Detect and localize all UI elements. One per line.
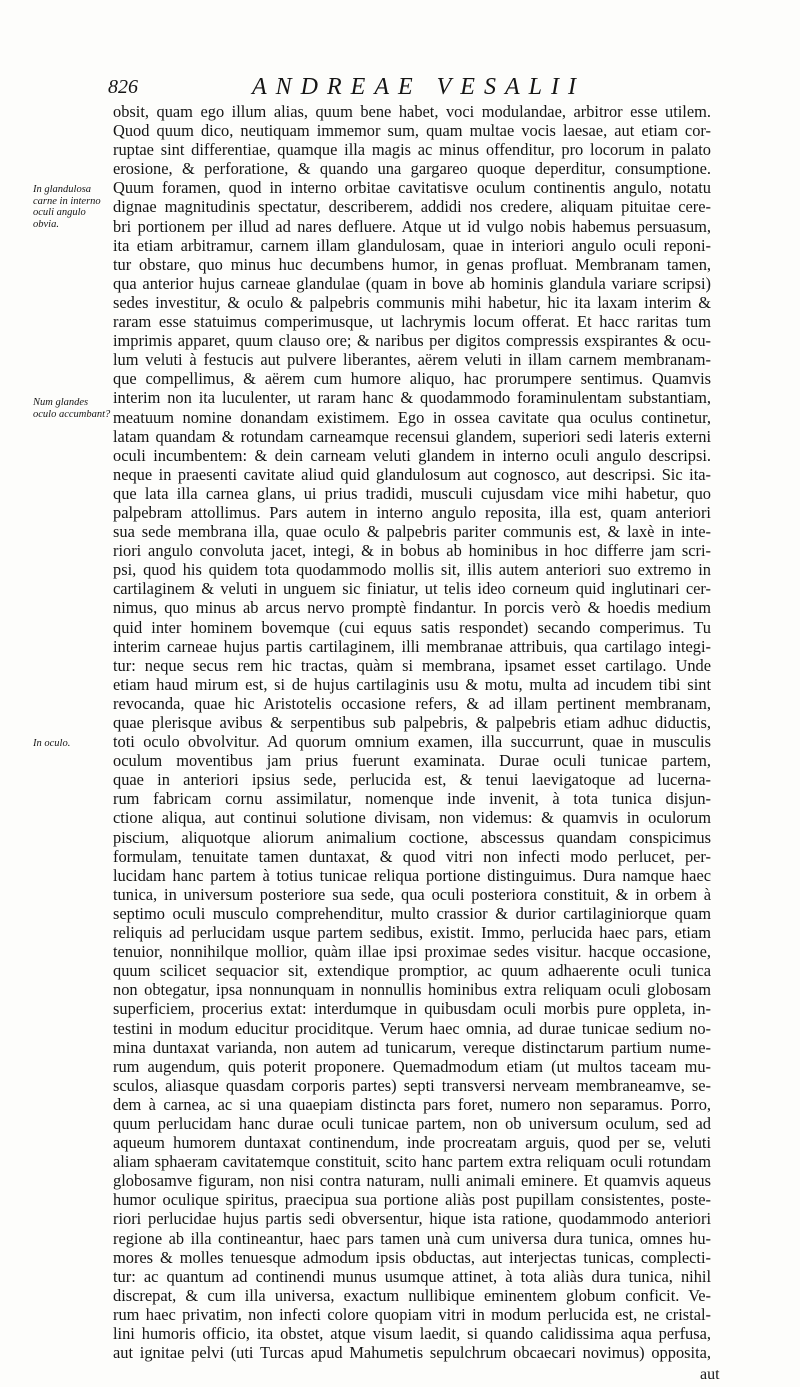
margin-note: In glandulosa carne in interno oculi angulo obvia. [33,184,101,230]
text-line: ctione aliqua, aut continui solutione divisam, non videmus: & quamvis in oculorum [113,808,711,828]
text-line: dignae magnitudinis spectatur, describerem, addidi nos credere, aliquam pituitae cere- [113,197,711,217]
text-line: formulam, tenuitate tamen duntaxat, & quod vitri non infecti modo perlucet, per- [113,846,711,866]
text-line: aliam sphaeram cavitatemque constituit, scito hanc partem extra reliquam oculi rotundam [113,1152,711,1172]
text-line: quum scilicet sequacior sit, extendique promptior, ac quum adhaerente oculi tunica [113,961,711,981]
text-line: interim non ita luculenter, ut raram hanc & quodammodo foraminulentam substantiam, [113,388,711,408]
text-line: septimo oculi musculo comprehenditur, multo crassior & durior cartilaginiorque quam [113,903,711,923]
page-number: 826 [108,76,138,98]
text-line: sedes investitur, & oculo & palpebris communis mihi habetur, hic ita laxam interim & [113,292,711,312]
text-line: oculum moventibus jam prius fuerunt examinata. Durae oculi tunicae partem, [113,751,711,771]
text-line: nimus, quo minus ab arcus nervo promptè findantur. In porcis verò & hoedis medium [113,598,711,618]
text-line: Quod quum dico, neutiquam immemor sum, quam multae vocis laesae, aut etiam cor- [113,121,711,141]
text-line: toti oculo obvolvitur. Ad quorum omnium examen, illa succurrunt, quae in musculis [113,732,711,752]
running-head: ANDREAE VESALII [252,74,585,100]
text-line: revocanda, quae hic Aristotelis occasione refers, & ad illam pertinent membranam, [113,693,711,713]
text-line: etiam haud mirum est, si de hujus cartilaginis usu & motu, multa ad incudem tibi sint [113,674,711,694]
text-line: tur: neque secus rem hic tractas, quàm si membrana, ipsamet esset cartilago. Unde [113,655,711,675]
text-line: quum perlucidam hanc durae oculi tunicae partem, non ob universum oculum, sed ad [113,1113,711,1133]
text-line: globosamve figuram, non nisi contra naturam, nulli animali eminere. Et quamvis aqueus [113,1171,711,1191]
text-line: rum haec privatim, non infecti colore quopiam vitri in modum perlucida est, ne cristal- [113,1304,711,1324]
catchword: aut [700,1366,720,1383]
text-line: interim carneae hujus partis cartilaginem, illi membranae attribuis, qua cartilago integi- [113,636,711,656]
text-line: lum veluti à festucis aut pulvere liberantes, aërem veluti in illam carnem membranam- [113,350,711,370]
text-line: humor oculique spiritus, praecipua sua portione aliàs post pupillam consistentes, poste- [113,1190,711,1210]
body-text [113,102,711,1362]
text-line: riori perlucidae hujus partis sedi obversentur, hique ista ratione, quodammodo anteriori [113,1209,711,1229]
text-line: testini in modum educitur prociditque. Verum haec omnia, ad durae tunicae sedium no- [113,1018,711,1038]
text-line: dem à carnea, ac si una quaepiam distincta pars foret, numero non separamus. Porro, [113,1094,711,1114]
text-line: mores & molles tenuesque admodum ipsis obductas, aut interjectas tunicas, complecti- [113,1247,711,1267]
text-line: tunica, in universum posteriore sua sede, qua oculi posteriora constituit, & in orbem à [113,884,711,904]
text-line: sua sede membrana illa, quae oculo & palpebris pariter communis est, & laxè in inte- [113,522,711,542]
text-line: ita etiam arbitramur, carnem illam glandulosam, quae in interiori angulo oculi reponi- [113,235,711,255]
text-line: quae plerisque avibus & serpentibus sub palpebris, & palpebris etiam adhuc diductis, [113,713,711,732]
text-line: quid inter hominem bovemque (cui equus satis respondet) secando comperimus. Tu [113,617,711,637]
text-line: ruptae sint differentiae, quamque illa magis ac minus offenditur, pro locorum in palato [113,140,711,160]
text-line: piscium, aliquotque aliorum animalium coctione, abscessus quandam conspicimus [113,827,711,847]
text-line: cartilaginem & veluti in unguem sic finiatur, ut telis ideo corneum quid inglutinari cer- [113,579,711,599]
text-line: raram esse statuimus comperimusque, ut lachrymis locum offerat. Et hacc raritas tum [113,312,711,332]
text-line: oculi incumbentem: & dein carneam veluti glandem in interno oculi angulo descripsi. [113,445,711,465]
text-line: rum fabricam cornu assimilatur, nomenque inde invenit, à tota tunica disjun- [113,789,711,809]
text-line: aqueum humorem duntaxat continendum, inde procreatam arguis, quod per se, veluti [113,1133,711,1153]
text-line: palpebram attollimus. Pars autem in interno angulo reposita, illa est, quam anteriori [113,502,711,522]
text-line: erosione, & perforatione, & quando una gargareo quoque deperditur, consumptione. [113,159,711,179]
text-line: riori angulo convoluta jacet, integi, & in bobus ab hominibus in hoc differre jam scri- [113,541,711,561]
text-line: sculos, aliasque quasdam corporis partes) septi transversi nerveam membraneamve, se- [113,1075,711,1095]
text-line: qua anterior hujus carneae glandulae (quam in bove ab hominis glandula variare scripsi) [113,273,711,293]
text-line: lini humoris officio, ita obstet, atque visum laedit, si quando calidissima aqua perfusa, [113,1324,711,1343]
text-line: neque in praesenti cavitate aliud quid glandulosum aut cognosco, aut descripsi. Sic ita- [113,464,711,484]
text-line: aut ignitae pelvi (uti Turcas apud Mahumetis sepulchrum obcaecari novimus) opposita, [113,1343,711,1363]
text-line: superficiem, procerius extat: interdumque in quibusdam oculi morbis pure oppleta, in- [113,999,711,1019]
text-line: tur obstare, quo minus huc decumbens humor, in genas profluat. Membranam tamen, [113,254,711,274]
text-line: tenuior, nonnihilque mollior, quàm illae ipsi proximae sedes visitur. hacque occasione, [113,942,711,962]
text-line: Quum foramen, quod in interno orbitae cavitatisve oculum continentis angulo, notatu [113,178,711,198]
text-line: imprimis apparet, quum clauso ore; & naribus per digitos compressis exspirantes & ocu- [113,331,711,351]
text-line: psi, quod his quidem tota quodammodo mollis sit, illis autem anteriori suo extremo in [113,560,711,580]
text-line: discrepat, & cum illa universa, exactum nullibique eminentem globum conficit. Ve- [113,1285,711,1305]
text-line: rum augendum, quis poterit proponere. Quemadmodum etiam (ut multos taceam mu- [113,1056,711,1076]
text-line: meatuum nomine donandam existimem. Ego in ossea cavitate qua oculus continetur, [113,407,711,427]
text-line: latam quandam & rotundam carneamque recensui glandem, superiori sedi lateris externi [113,426,711,446]
text-line: obsit, quam ego illum alias, quum bene habet, voci modulandae, arbitror esse utilem. [113,102,711,121]
text-line: bri portionem per illud ad nares defluere. Atque ut id vulgo nobis habemus persuasum, [113,216,711,236]
text-line: lucidam hanc partem à totius tunicae reliqua portione distinguimus. Dura namque haec [113,865,711,885]
margin-note: Num glandes oculo accumbant? [33,397,111,420]
text-line: mina duntaxat varianda, non autem ad tunicarum, vereque distinctarum partium nume- [113,1037,711,1057]
margin-note: In oculo. [33,738,71,749]
text-line: quae in anteriori ipsius sede, perlucida est, & tenui laevigatoque ad lucerna- [113,770,711,790]
text-line: regione ab illa contineantur, haec pars tamen unà cum universa dura tunica, omnes hu- [113,1228,711,1248]
text-line: reliquis ad perlucidam usque partem sedibus, existit. Immo, perlucida haec pars, etiam [113,923,711,943]
text-line: que lata illa carnea glans, ui prius tradidi, musculi cujusdam vice mihi habetur, quo [113,483,711,503]
text-line: que compellimus, & aërem cum humore aliquo, hac prorumpere sentimus. Quamvis [113,369,711,389]
page-header [96,74,786,102]
text-line: tur: ac quantum ad continendi munus usumque attinet, à tota aliàs dura tunica, nihil [113,1266,711,1286]
text-line: non obtegatur, ipsa nonnunquam in nonnullis hominibus extra reliquam oculi globosam [113,980,711,1000]
